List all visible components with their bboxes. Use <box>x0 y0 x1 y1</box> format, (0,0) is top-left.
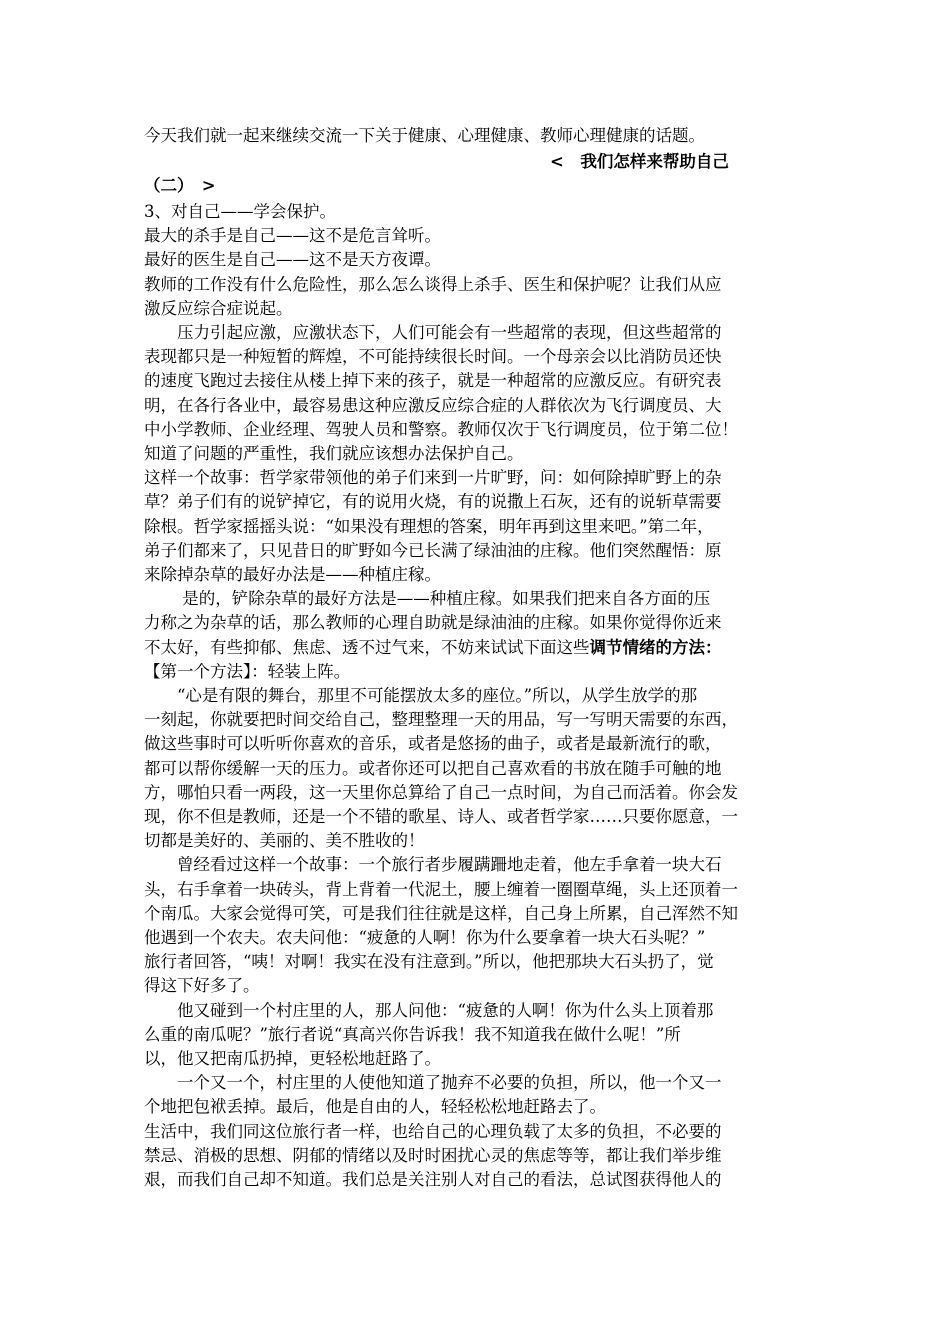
text-line: 现，你不但是教师，还是一个不错的歌星、诗人、或者哲学家……只要你愿意，一 <box>144 807 738 826</box>
text-line <box>144 611 810 635</box>
text-line: 方，哪怕只看一两段，这一天里你总算给了自己一点时间，为自己而活着。你会发 <box>144 782 738 802</box>
text-line: 他又碰到一个村庄里的人，那人问他：“疲惫的人啊！你为什么头上顶着那 <box>144 1000 714 1020</box>
text-line <box>144 466 810 490</box>
text-line <box>144 418 810 442</box>
text-line: 都可以帮你缓解一天的压力。或者你还可以把自己喜欢看的书放在随手可触的地 <box>144 758 722 778</box>
text-line-content: 压力引起应激，应激状态下，人们可能会有一些超常的表现，但这些超常的 <box>144 323 722 342</box>
text-line: 他遇到一个农夫。农夫问他：“疲惫的人啊！你为什么要拿着一块大石头呢？” <box>144 928 706 947</box>
text-line <box>144 490 810 514</box>
text-line-content: 3、对自己——学会保护。 <box>144 202 336 221</box>
text-line: 切都是美好的、美丽的、美不胜收的！ <box>144 831 425 851</box>
text-line: 头，右手拿着一块砖头，背上背着一代泥土，腰上缠着一圈圈草绳，头上还顶着一 <box>144 879 738 899</box>
text-line <box>144 394 810 418</box>
text-line: 曾经看过这样一个故事：一个旅行者步履蹒跚地走着，他左手拿着一块大石 <box>144 855 722 875</box>
text-line-content: 激反应综合症说起。 <box>144 298 293 318</box>
text-line-content: 力称之为杂草的话，那么教师的心理自助就是绿油油的庄稼。如果你觉得你近来 <box>144 613 722 633</box>
text-line-content: 教师的工作没有什么危险性，那么怎么谈得上杀手、医生和保护呢？让我们从应 <box>144 274 722 294</box>
section-heading <box>550 150 810 174</box>
text-line <box>144 297 810 321</box>
text-line-content: 不太好，有些抑郁、焦虑、透不过气来，不妨来试试下面这些 <box>144 637 590 657</box>
method-emphasis: 调节情绪的方法： <box>589 637 722 657</box>
intro-paragraph: 今天我们就一起来继续交流一下关于健康、心理健康、教师心理健康的话题。 <box>144 126 705 145</box>
text-line-content: 的速度飞跑过去接住从楼上掉下来的孩子，就是一种超常的应激反应。有研究表 <box>144 371 722 391</box>
text-line <box>144 442 810 466</box>
text-line <box>144 539 810 563</box>
text-line-content: 最好的医生是自己——这不是天方夜谭。 <box>144 250 441 270</box>
text-line-content: 这样一个故事：哲学家带领他的弟子们来到一片旷野，问：如何除掉旷野上的杂 <box>144 468 722 488</box>
text-line <box>144 200 810 224</box>
text-line <box>144 248 810 272</box>
text-line: 一个又一个，村庄里的人使他知道了抛弃不必要的负担，所以，他一个又一 <box>144 1073 722 1093</box>
text-line: 个地把包袱丢掉。最后，他是自由的人，轻轻松松地赶路去了。 <box>144 1097 606 1117</box>
text-line <box>144 369 810 393</box>
text-line <box>144 321 810 345</box>
text-line: 生活中，我们同这位旅行者一样，也给自己的心理负载了太多的负担，不必要的 <box>144 1121 722 1141</box>
text-line-content: 知道了问题的严重性，我们就应该想办法保护自己。 <box>144 444 524 463</box>
text-line: 艰，而我们自己却不知道。我们总是关注别人对自己的看法，总试图获得他人的 <box>144 1170 722 1189</box>
text-line: 【第一个方法】：轻装上阵。 <box>144 661 351 681</box>
text-line <box>144 273 810 297</box>
text-line-content: 表现都只是一种短暂的辉煌，不可能持续很长时间。一个母亲会以比消防员还快 <box>144 347 722 367</box>
text-line-content: 来除掉杂草的最好办法是——种植庄稼。 <box>144 565 441 584</box>
text-line <box>144 515 810 539</box>
text-line: 禁忌、消极的思想、阴郁的情绪以及时时困扰心灵的焦虑等等，都让我们举步维 <box>144 1145 722 1165</box>
text-line <box>144 345 810 369</box>
text-line-content: 草？弟子们有的说铲掉它，有的说用火烧，有的说撒上石灰，还有的说斩草需要 <box>144 492 722 512</box>
text-line: 一刻起，你就要把时间交给自己，整理整理一天的用品，写一写明天需要的东西， <box>144 710 738 730</box>
text-line-content: 弟子们都来了，只见昔日的旷野如今已长满了绿油油的庄稼。他们突然醒悟：原 <box>144 540 722 560</box>
text-line: 旅行者回答，“咦！对啊！我实在没有注意到。”所以，他把那块大石头扔了，觉 <box>144 952 714 972</box>
text-line-content: 最大的杀手是自己——这不是危言耸听。 <box>144 226 441 246</box>
text-line: 得这下好多了。 <box>144 976 260 996</box>
text-line <box>144 563 810 587</box>
heading-text: < 我们怎样来帮助自己 <box>550 152 729 171</box>
text-line: 做这些事时可以听听你喜欢的音乐，或者是悠扬的曲子，或者是最新流行的歌， <box>144 734 722 754</box>
text-line-content: 中小学教师、企业经理、驾驶人员和警察。教师仅次于飞行调度员，位于第二位！ <box>144 419 738 439</box>
text-line <box>144 224 810 248</box>
text-line-content: 明，在各行各业中，最容易患这种应激反应综合症的人群依次为飞行调度员、大 <box>144 395 722 415</box>
section-heading-continued: （二） > <box>144 176 216 195</box>
text-line: 么重的南瓜呢？”旅行者说“真高兴你告诉我！我不知道我在做什么呢！”所 <box>144 1024 681 1044</box>
text-line-content: 除根。哲学家摇摇头说：“如果没有理想的答案，明年再到这里来吧。”第二年， <box>144 516 714 536</box>
text-line-content: 是的，铲除杂草的最好方法是——种植庄稼。如果我们把来自各方面的压 <box>144 589 711 609</box>
text-line: 以，他又把南瓜扔掉，更轻松地赶路了。 <box>144 1049 441 1068</box>
text-line: “心是有限的舞台，那里不可能摆放太多的座位。”所以，从学生放学的那 <box>144 686 698 705</box>
text-line: 个南瓜。大家会觉得可笑，可是我们往往就是这样，自己身上所累，自己浑然不知 <box>144 903 738 923</box>
text-line <box>144 587 810 611</box>
text-line <box>144 636 810 660</box>
